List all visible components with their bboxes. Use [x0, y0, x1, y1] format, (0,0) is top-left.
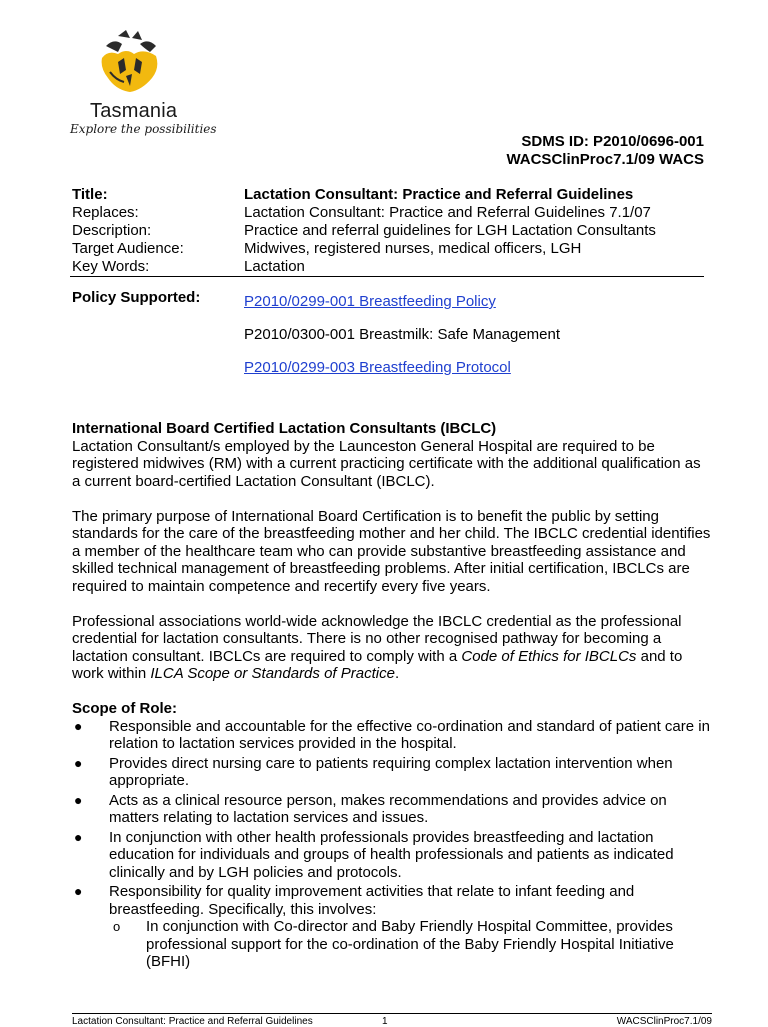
meta-row-keywords	[72, 258, 704, 276]
meta-value: Lactation Consultant: Practice and Referral Guidelines 7.1/07	[244, 204, 651, 221]
meta-label: Title:	[72, 186, 108, 203]
bullet-icon: ●	[74, 883, 83, 899]
footer-page-number: 1	[382, 1016, 388, 1027]
bullet-icon: ●	[74, 717, 83, 734]
scope-item-text: Provides direct nursing care to patients requiring complex lactation intervention when appropriate.	[109, 754, 673, 789]
meta-row-description	[72, 222, 704, 240]
scope-sub-list	[109, 918, 712, 971]
scope-item	[72, 883, 712, 971]
meta-label: Target Audience:	[72, 240, 184, 257]
scope-item	[72, 829, 712, 882]
scope-heading: Scope of Role:	[72, 700, 178, 717]
scope-sub-item-text: In conjunction with Co-director and Baby Friendly Hospital Committee, provides professional support for the co-ordination of the Baby Friendly Hospital Initiative (BFHI)	[146, 918, 674, 970]
meta-value: Midwives, registered nurses, medical officers, LGH	[244, 240, 582, 257]
meta-row-audience	[72, 240, 704, 258]
scope-item-text: Acts as a clinical resource person, makes recommendations and provides advice on matters relating to lactation services and issues.	[109, 791, 667, 826]
footer-title: Lactation Consultant: Practice and Referral Guidelines	[72, 1016, 313, 1027]
policy-item-breastmilk: P2010/0300-001 Breastmilk: Safe Management	[244, 326, 561, 343]
paragraph-3	[72, 613, 712, 683]
logo-wordmark: Tasmania	[90, 100, 178, 122]
scope-item	[72, 792, 712, 827]
tasmania-logo	[68, 28, 217, 138]
policy-link-breastfeeding-policy[interactable]: P2010/0299-001 Breastfeeding Policy	[244, 293, 496, 310]
scope-item-text: In conjunction with other health professionals provides breastfeeding and lactation education for individuals and groups of health professionals and patients as indicated clinically and by LGH policies and protocols.	[109, 828, 674, 881]
meta-value: Lactation Consultant: Practice and Referral Guidelines	[244, 186, 634, 203]
document-body	[72, 420, 712, 973]
policy-label: Policy Supported:	[72, 289, 201, 306]
para3-text-a: Professional associations world-wide acknowledge the IBCLC credential as the professional credential for lactation consultants. There is no other recognised pathway for becoming a lactation consultant. IBCLCs are required to comply with a	[72, 612, 682, 665]
meta-label: Replaces:	[72, 204, 139, 221]
paragraph-2: The primary purpose of International Board Certification is to benefit the public by setting standards for the care of the breastfeeding mother and her child. The IBCLC credential identifies a member of the healthcare team who can provide substantive breastfeeding assistance and skilled technical management of breastfeeding problems. After initial certification, IBCLCs are required to maintain competence and recertify every five years.	[72, 507, 711, 595]
meta-row-replaces	[72, 204, 704, 222]
meta-row-title	[72, 186, 704, 204]
scope-sub-item	[109, 918, 712, 971]
ibclc-heading: International Board Certified Lactation Consultants (IBCLC)	[72, 420, 497, 437]
para3-italic-ilca: ILCA Scope or Standards of Practice	[150, 665, 395, 682]
scope-item	[72, 755, 712, 790]
document-identifiers	[506, 133, 704, 169]
doc-code: WACSClinProc7.1/09 WACS	[506, 151, 704, 168]
bullet-icon: ●	[74, 828, 83, 845]
sdms-id: SDMS ID: P2010/0696-001	[521, 133, 704, 150]
policy-link-breastfeeding-protocol[interactable]: P2010/0299-003 Breastfeeding Protocol	[244, 359, 511, 376]
scope-list	[72, 718, 712, 971]
page-footer	[72, 1013, 712, 1025]
meta-value: Lactation	[244, 258, 305, 275]
meta-label: Description:	[72, 222, 152, 239]
para3-text-b: and to work within	[72, 647, 683, 682]
para3-text-c: .	[394, 665, 400, 682]
para3-italic-code: Code of Ethics for IBCLCs	[461, 647, 637, 665]
scope-item	[72, 718, 712, 753]
sub-bullet-icon: o	[113, 919, 121, 934]
bullet-icon: ●	[74, 791, 83, 808]
bullet-icon: ●	[74, 754, 83, 771]
footer-doc-code: WACSClinProc7.1/09	[616, 1016, 712, 1027]
metadata-table	[72, 186, 704, 276]
meta-label: Key Words:	[72, 258, 150, 275]
paragraph-1: Lactation Consultant/s employed by the Launceston General Hospital are required to be registered midwives (RM) with a current practicing certificate with the additional qualification as a current board-certified Lactation Consultant (IBCLC).	[72, 437, 701, 490]
scope-item-text: Responsible and accountable for the effective co-ordination and standard of patient care in relation to lactation services provided in the hospital.	[109, 717, 710, 752]
logo-tagline: Explore the possibilities	[70, 122, 217, 136]
scope-item-text: Responsibility for quality improvement activities that relate to infant feeding and breastfeeding. Specifically, this involves:	[109, 883, 635, 918]
horizontal-divider	[70, 276, 704, 277]
policy-list	[244, 293, 714, 392]
tasmania-emblem-icon	[96, 28, 166, 100]
meta-value: Practice and referral guidelines for LGH Lactation Consultants	[244, 222, 656, 239]
